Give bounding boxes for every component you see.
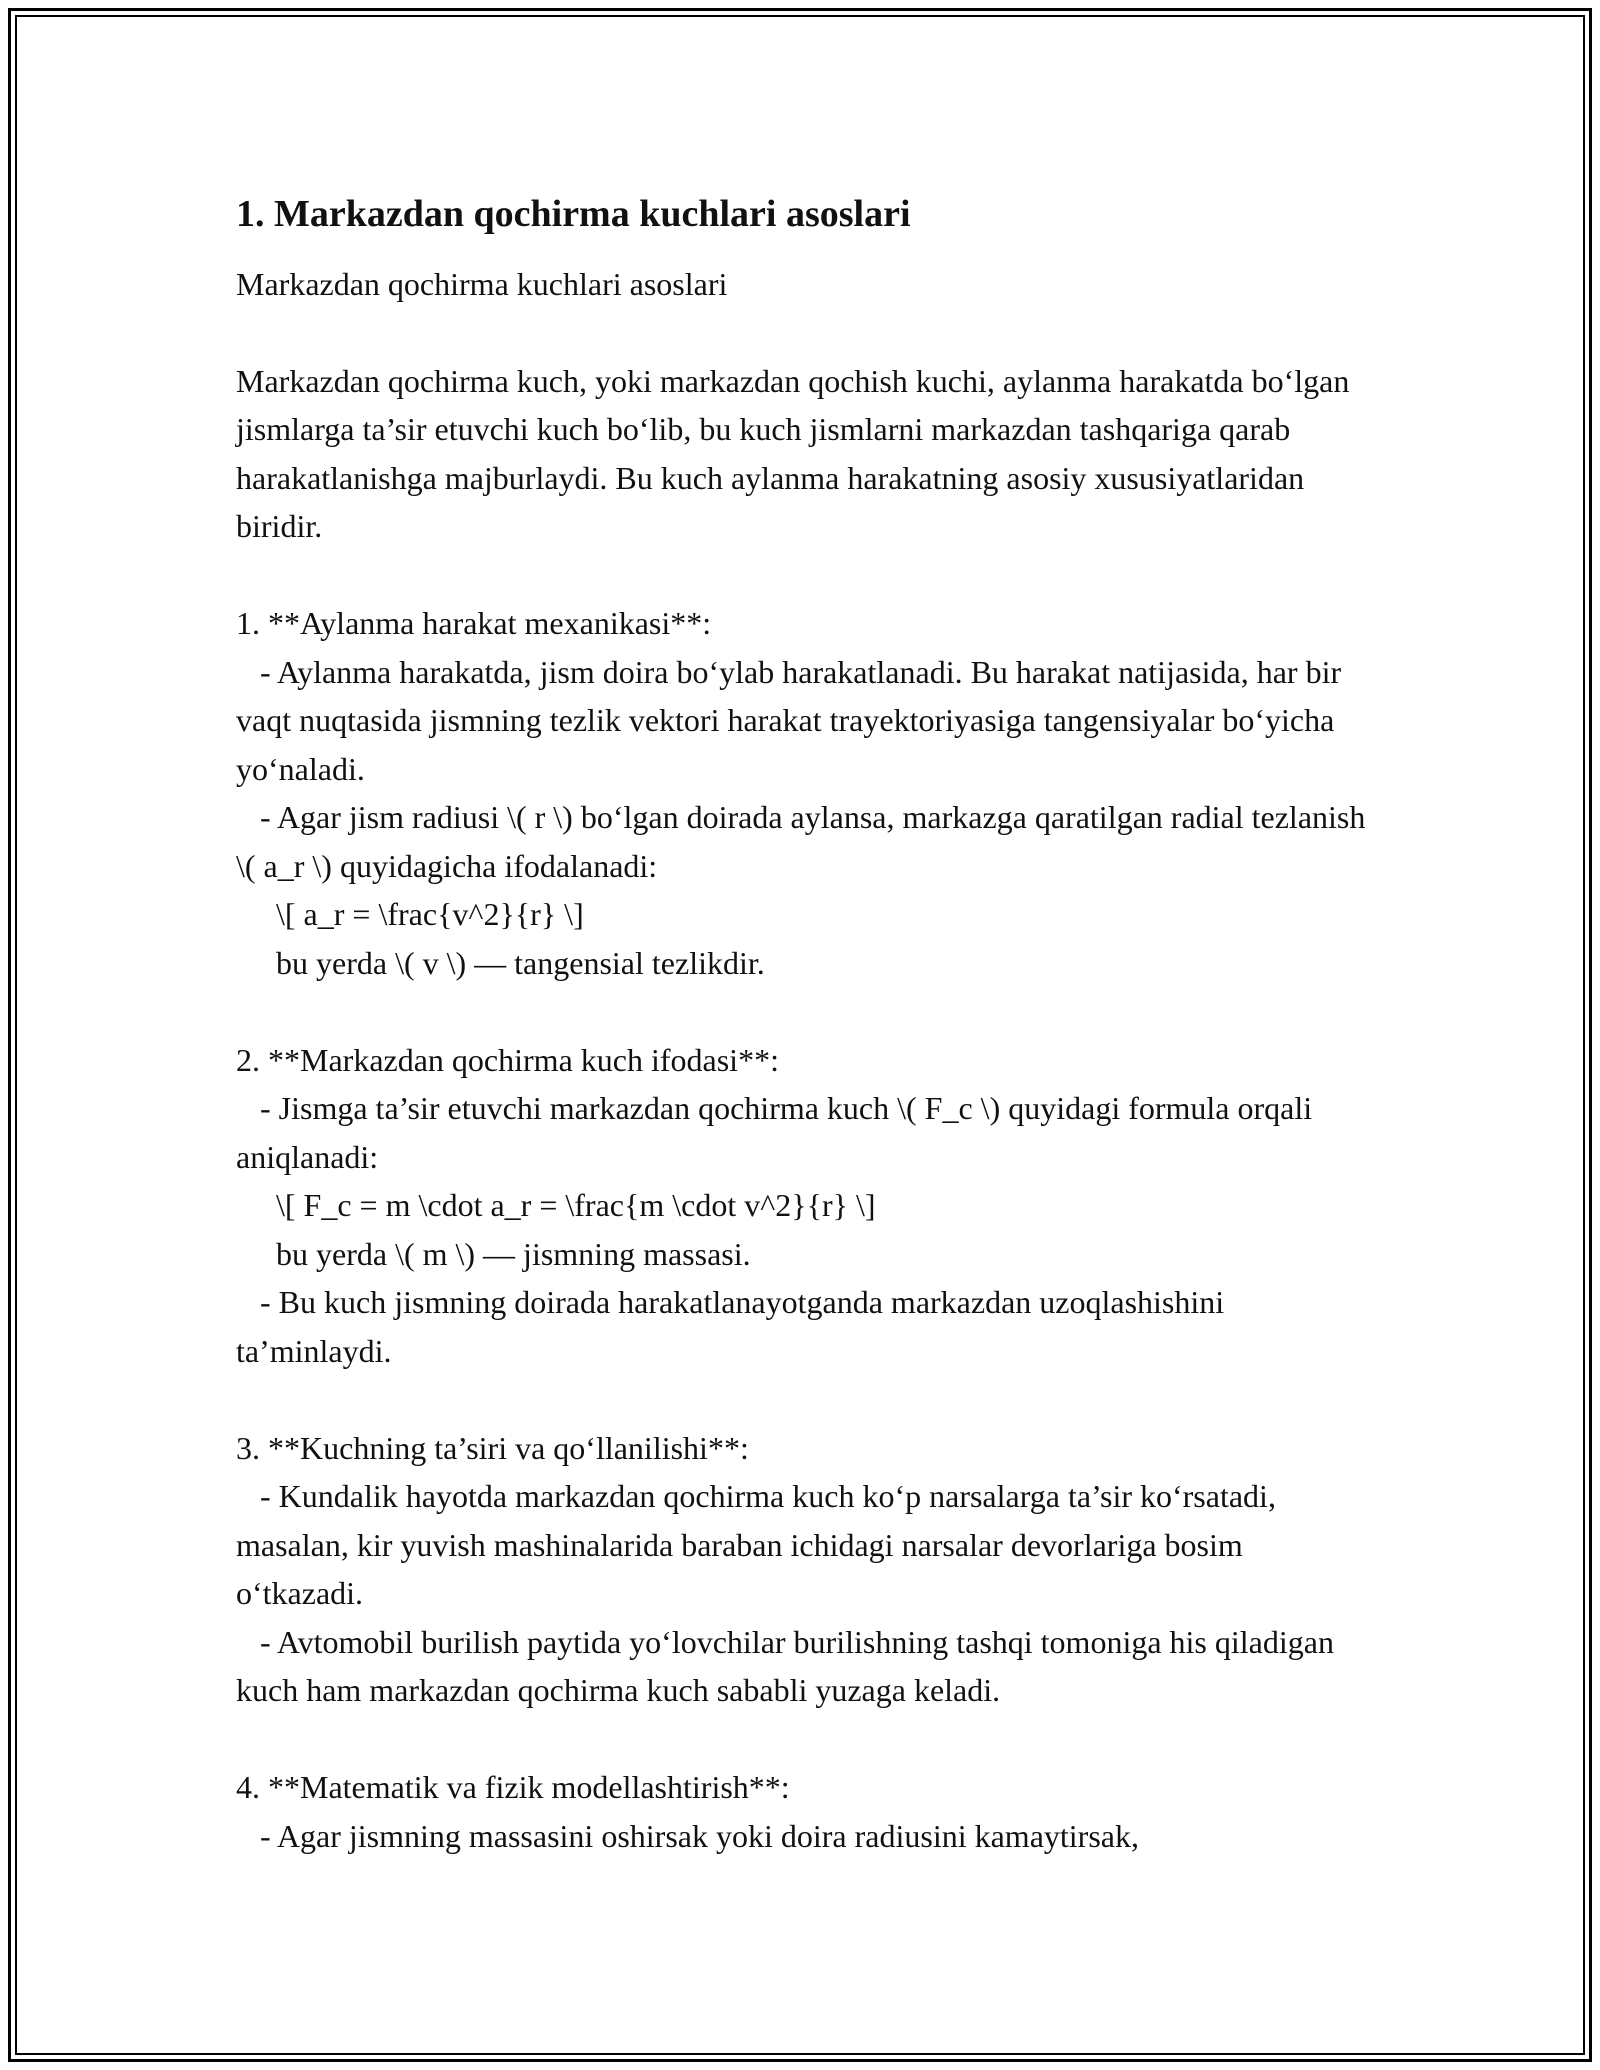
section-title: 2. **Markazdan qochirma kuch ifodasi**: xyxy=(236,1041,779,1078)
section-3 xyxy=(236,1424,1376,1715)
spacer xyxy=(236,551,1376,600)
intro-paragraph: Markazdan qochirma kuch, yoki markazdan qochish kuchi, aylanma harakatda bo‘lgan jismlarga ta’sir etuvchi kuch bo‘lib, bu kuch jismlarni markazdan tashqariga qarab harakatlanishga majburlaydi. Bu kuch aylanma harakatning asosiy xususiyatlaridan biridir. xyxy=(236,362,1358,544)
document-body xyxy=(236,190,1376,1860)
section-2 xyxy=(236,1036,1376,1376)
section-body: - Aylanma harakatda, jism doira bo‘ylab harakatlanadi. Bu harakat natijasida, har bir vaqt nuqtasida jismning tezlik vektori harakat trayektoriyasiga tangensiyalar bo‘yicha yo‘naladi. - Agar jism radiusi \( r \) bo‘lgan doirada aylansa, markazga qaratilgan radial tezlanish \( a_r \) quyidagicha ifodalanadi: \[ a_r = \frac{v^2}{r} \] bu yerda \( v \) — tangensial tezlikdir. xyxy=(236,653,1366,981)
section-title: 1. **Aylanma harakat mexanikasi**: xyxy=(236,605,712,641)
spacer xyxy=(236,308,1376,357)
spacer xyxy=(236,987,1376,1036)
document-subtitle: Markazdan qochirma kuchlari asoslari xyxy=(236,266,728,302)
section-body: - Agar jismning massasini oshirsak yoki doira radiusini kamaytirsak, xyxy=(236,1817,1139,1854)
document-heading: 1. Markazdan qochirma kuchlari asoslari xyxy=(236,193,911,235)
section-body: - Jismga ta’sir etuvchi markazdan qochirma kuch \( F_c \) quyidagi formula orqali aniqlanadi: \[ F_c = m \cdot a_r = \frac{m \cdot v^2}{r} \] bu yerda \( m \) — jismning massasi. - Bu kuch jismning doirada harakatlanayotganda markazdan uzoqlashishini ta’minlaydi. xyxy=(236,1090,1313,1369)
section-title: 4. **Matematik va fizik modellashtirish**: xyxy=(236,1769,790,1805)
section-1 xyxy=(236,599,1376,987)
spacer xyxy=(236,1375,1376,1424)
spacer xyxy=(236,1715,1376,1764)
section-4 xyxy=(236,1763,1376,1860)
section-title: 3. **Kuchning ta’siri va qo‘llanilishi**: xyxy=(236,1429,749,1466)
section-body: - Kundalik hayotda markazdan qochirma kuch ko‘p narsalarga ta’sir ko‘rsatadi, masalan, kir yuvish mashinalarida baraban ichidagi narsalar devorlariga bosim o‘tkazadi. - Avtomobil burilish paytida yo‘lovchilar burilishning tashqi tomoniga his qiladigan kuch ham markazdan qochirma kuch sababli yuzaga keladi. xyxy=(236,1478,1334,1708)
